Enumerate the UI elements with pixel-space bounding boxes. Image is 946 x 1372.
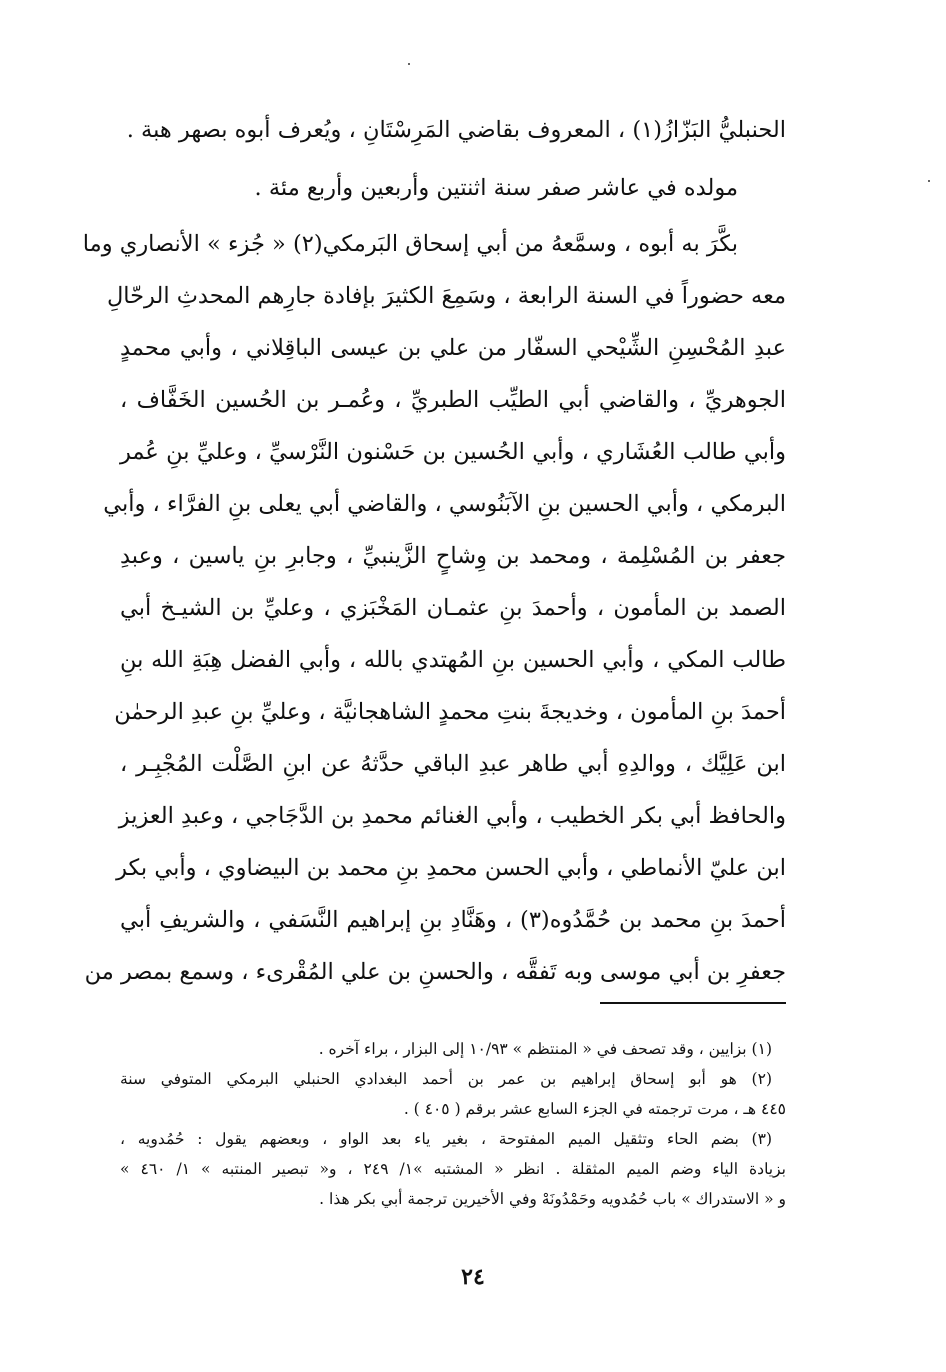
text-line: الصمد بن المأمون ، وأحمدَ بنِ عثمـان المَخْبَزي ، وعليِّ بن الشيـخ أبي <box>120 595 786 621</box>
text-line: معه حضوراً في السنة الرابعة ، وسَمِعَ الكثيرَ بإفادة جارِهم المحدثِ الرحّالِ <box>106 283 786 309</box>
text-line: ابن عليّ الأنماطي ، وأبي الحسن محمدِ بنِ محمد بن البيضاوي ، وأبي بكر <box>116 855 786 881</box>
footnotes <box>120 1034 786 1214</box>
text-line: البرمكي ، وأبي الحسين بنِ الآبَنُوسي ، والقاضي أبي يعلى بنِ الفرَّاء ، وأبي <box>103 491 786 517</box>
text-line: بكَّرَ به أبوه ، وسمَّعهُ من أبي إسحاق البَرمكي(٢) « جُزء » الأنصاري وما <box>82 231 738 257</box>
main-text <box>82 104 787 998</box>
footnote-line: (٣) بضم الحاء وتثقيل الميم المفتوحة ، بغير ياء بعد الواو ، وبعضهم يقول : حُمُدويه ، <box>120 1130 772 1148</box>
footnote-line: (٢) هو أبو إسحاق إبراهيم بن عمر بن أحمد البغدادي الحنبلي البرمكي المتوفي سنة <box>120 1070 772 1088</box>
text-line: عبدِ المُحْسِنِ الشِّيْحي السفّار من علي بن عيسى الباقِلاني ، وأبي محمدٍ <box>120 335 786 361</box>
text-line: ابن عَلِيَّك ، ووالدِهِ أبي طاهر عبدِ الباقي حدَّثهُ عن ابنِ الصَّلْت المُجْبِـر ، <box>120 751 786 777</box>
scan-speck <box>928 180 930 182</box>
text-line: أحمدَ بنِ المأمون ، وخديجةَ بنتِ محمدٍ الشاهجانيَّة ، وعليِّ بنِ عبدِ الرحمٰن <box>114 699 786 725</box>
text-line: مولده في عاشر صفر سنة اثنتين وأربعين وأربع مئة . <box>254 175 738 201</box>
text-line: أحمدَ بنِ محمد بن حُمَّدُوه(٣) ، وهَنَّادِ بنِ إبراهيم النَّسَفي ، والشريفِ أبي <box>120 907 787 933</box>
footnote-separator <box>600 1002 786 1004</box>
footnote-line: و « الاستدراك » باب حُمُدويه وحَمْدُونَهْ وفي الأخيرين ترجمة أبي بكر هذا . <box>319 1190 786 1208</box>
scan-speck <box>408 63 410 65</box>
text-line: جعفرِ بن أبي موسى وبه تَفقَّه ، والحسنِ بن علي المُقْرىء ، وسمع بمصر من <box>84 959 786 985</box>
footnote-line: ٤٤٥ هـ ، مرت ترجمته في الجزء السابع عشر برقم ( ٤٠٥ ) . <box>403 1100 786 1118</box>
footnote-line: (١) بزايين ، وقد تصحف في « المنتظم » ١٠/٩٣ إلى البزار ، براء آخره . <box>318 1040 772 1058</box>
text-line: الجوهريِّ ، والقاضي أبي الطيِّب الطبريِّ ، وعُمـر بن الحُسين الخَفَّاف ، <box>120 387 786 413</box>
text-line: والحافظ أبي بكر الخطيب ، وأبي الغنائم محمدِ بن الدَّجَاجي ، وعبدِ العزيز <box>118 803 786 829</box>
text-line: وأبي طالب العُشَاري ، وأبي الحُسين بن حَسْنون النَّرْسيِّ ، وعليِّ بنِ عُمر <box>120 439 786 465</box>
text-line: جعفر بن المُسْلِمة ، ومحمد بن وِشاحٍ الزَّينبيِّ ، وجابرِ بنِ ياسين ، وعبدِ <box>120 543 786 569</box>
footnote-line: بزيادة الياء وضم الميم المثقلة . انظر « المشتبه »١/ ٢٤٩ ، و« تبصير المنتبه » ١/ ٤٦٠ » <box>120 1160 786 1178</box>
page-number: ٢٤ <box>461 1264 485 1290</box>
text-line: طالب المكي ، وأبي الحسين بنِ المُهتدي بالله ، وأبي الفضل هِبَةِ الله بنِ <box>120 647 786 673</box>
text-line: الحنبليُّ البَزّازُ(١) ، المعروف بقاضي المَرِسْتَانِ ، ويُعرف أبوه بصهر هبة . <box>126 117 786 143</box>
